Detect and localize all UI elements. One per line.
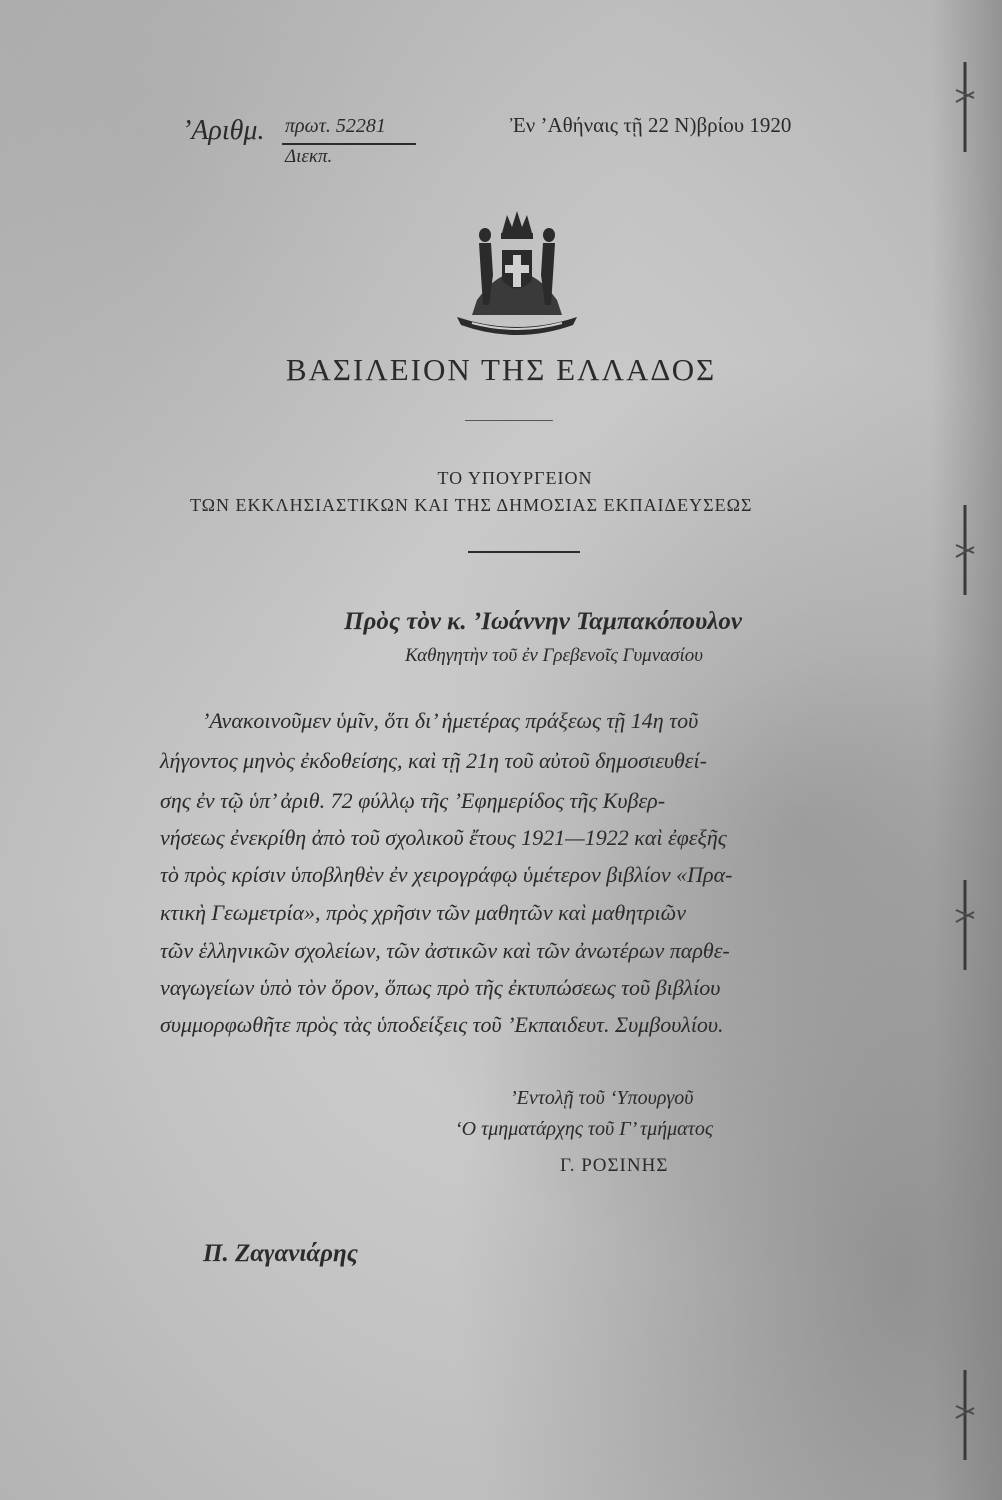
document-date: Ἐν ’Αθήναις τῇ 22 Ν)βρίου 1920 <box>510 113 792 137</box>
heading-divider <box>465 420 553 421</box>
ministry-divider <box>468 551 580 553</box>
body-line-2: λήγοντος μηνὸς ἐκδοθείσης, καὶ τῇ 21η τοῦ αὐτοῦ δημοσιευθεί- <box>160 748 707 773</box>
closing-official-name: Γ. ΡΟΣΙΝΗΣ <box>560 1155 669 1176</box>
closing-order-line: ’Εντολῇ τοῦ ‘Υπουργοῦ <box>510 1087 694 1109</box>
page-edge-shadow <box>932 0 1002 1500</box>
dispatch-label: Διεκπ. <box>285 146 333 167</box>
closing-department-line: ‘Ο τμηματάρχης τοῦ Γ’ τμήματος <box>455 1118 713 1140</box>
body-line-5: τὸ πρὸς κρίσιν ὑποβληθὲν ἐν χειρογράφῳ ὑμέτερον βιβλίον «Πρα- <box>160 862 733 887</box>
body-line-9: συμμορφωθῆτε πρὸς τὰς ὑποδείξεις τοῦ ’Εκπαιδευτ. Συμβουλίου. <box>160 1012 724 1037</box>
reference-label: ’Αριθμ. <box>182 115 265 146</box>
royal-coat-of-arms-icon <box>447 205 587 340</box>
body-line-8: ναγωγείων ὑπὸ τὸν ὅρον, ὅπως πρὸ τῆς ἐκτυπώσεως τοῦ βιβλίου <box>160 975 721 1000</box>
binding-stitch-icon <box>952 1370 978 1460</box>
body-line-7: τῶν ἑλληνικῶν σχολείων, τῶν ἀστικῶν καὶ τῶν ἀνωτέρων παρθε- <box>160 938 730 963</box>
addressee-title: Καθηγητὴν τοῦ ἐν Γρεβενοῖς Γυμνασίου <box>405 645 703 666</box>
addressee-name: Πρὸς τὸν κ. ’Ιωάννην Ταμπακόπουλον <box>344 608 742 635</box>
ministry-heading-line2: ΤΩΝ ΕΚΚΛΗΣΙΑΣΤΙΚΩΝ ΚΑΙ ΤΗΣ ΔΗΜΟΣΙΑΣ ΕΚΠΑΙΔΕΥΣΕΩΣ <box>190 495 753 515</box>
body-line-3: σης ἐν τῷ ὑπ’ ἀριθ. 72 φύλλῳ τῆς ’Εφημερίδος τῆς Κυβερ- <box>160 788 666 813</box>
signature-name: Π. Ζαγανιάρης <box>203 1240 358 1267</box>
kingdom-heading: ΒΑΣΙΛΕΙΟΝ ΤΗΣ ΕΛΛΑΔΟΣ <box>285 352 717 387</box>
protocol-number: πρωτ. 52281 <box>285 115 386 137</box>
body-line-6: κτικὴ Γεωμετρία», πρὸς χρῆσιν τῶν μαθητῶν καὶ μαθητριῶν <box>160 900 686 925</box>
body-line-4: νήσεως ἐνεκρίθη ἀπὸ τοῦ σχολικοῦ ἔτους 1921—1922 καὶ ἐφεξῆς <box>160 825 727 850</box>
binding-stitch-icon <box>952 505 978 595</box>
ministry-heading-line1: ΤΟ ΥΠΟΥΡΓΕΙΟΝ <box>437 468 593 488</box>
binding-stitch-icon <box>952 880 978 970</box>
reference-divider <box>282 143 416 145</box>
body-line-1: ’Ανακοινοῦμεν ὑμῖν, ὅτι δι’ ἡμετέρας πράξεως τῇ 14η τοῦ <box>202 708 699 733</box>
binding-stitch-icon <box>952 62 978 152</box>
